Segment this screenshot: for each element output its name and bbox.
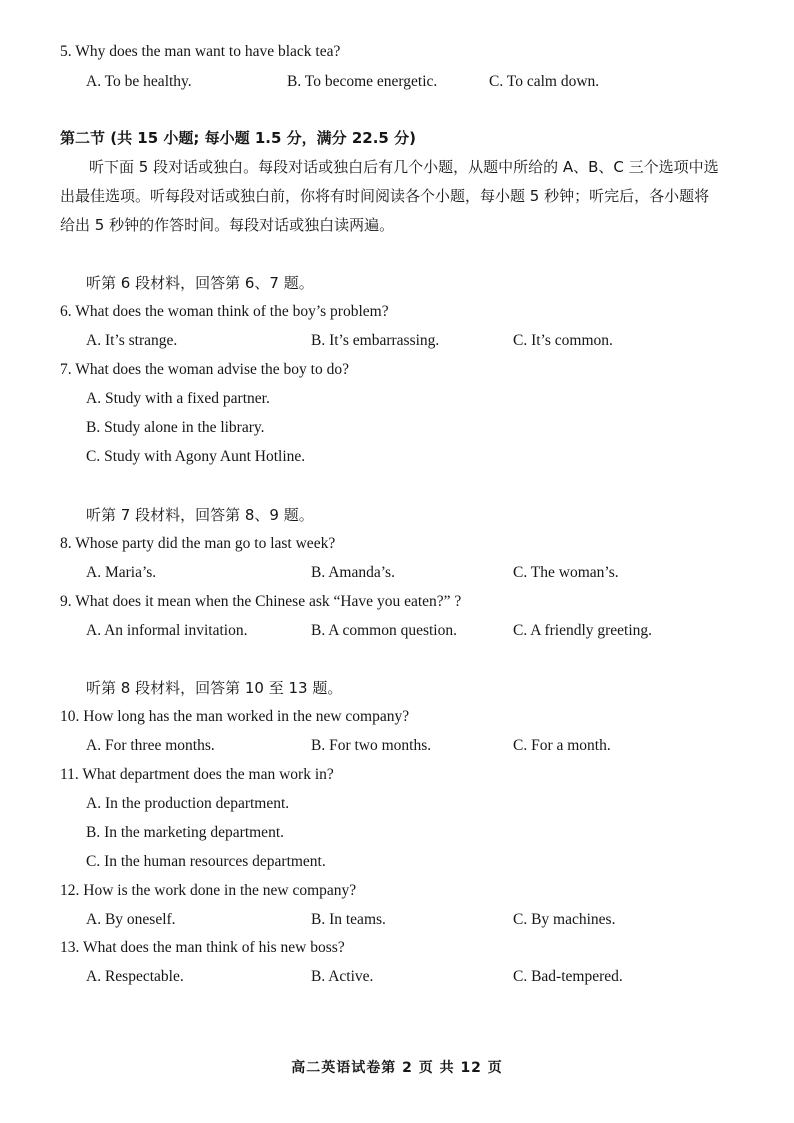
q7-option-a: A. Study with a fixed partner.	[86, 390, 270, 407]
q6-option-c: C. It’s common.	[513, 332, 613, 349]
q11-option-b: B. In the marketing department.	[86, 824, 284, 841]
q12-option-a: A. By oneself.	[86, 911, 176, 928]
question-12: 12. How is the work done in the new company?	[60, 882, 357, 899]
section-2-heading: 第二节 (共 15 小题; 每小题 1.5 分，满分 22.5 分)	[60, 129, 416, 147]
question-5: 5. Why does the man want to have black tea?	[60, 43, 341, 60]
q9-option-c: C. A friendly greeting.	[513, 622, 653, 639]
q11-option-a: A. In the production department.	[86, 795, 290, 812]
q8-option-a: A. Maria’s.	[86, 564, 157, 581]
q9-option-a: A. An informal invitation.	[86, 622, 248, 639]
q5-option-c: C. To calm down.	[489, 73, 600, 90]
q5-option-b: B. To become energetic.	[287, 73, 438, 90]
q7-option-c: C. Study with Agony Aunt Hotline.	[86, 448, 306, 465]
question-11: 11. What department does the man work in?	[60, 766, 334, 783]
q10-option-c: C. For a month.	[513, 737, 611, 754]
group-8-label: 听第 8 段材料，回答第 10 至 13 题。	[86, 679, 343, 697]
q13-option-b: B. Active.	[311, 968, 374, 985]
q9-option-b: B. A common question.	[311, 622, 457, 639]
q8-option-b: B. Amanda’s.	[311, 564, 395, 581]
q11-option-c: C. In the human resources department.	[86, 853, 326, 870]
group-6-label: 听第 6 段材料，回答第 6、7 题。	[86, 274, 314, 292]
q5-option-a: A. To be healthy.	[86, 73, 192, 90]
page-footer: 高二英语试卷第 2 页 共 12 页	[291, 1060, 503, 1076]
group-7-label: 听第 7 段材料，回答第 8、9 题。	[86, 506, 314, 524]
q6-option-a: A. It’s strange.	[86, 332, 178, 349]
question-8: 8. Whose party did the man go to last week?	[60, 535, 336, 552]
question-6: 6. What does the woman think of the boy’s problem?	[60, 303, 389, 320]
question-13: 13. What does the man think of his new boss?	[60, 939, 345, 956]
question-7: 7. What does the woman advise the boy to do?	[60, 361, 349, 378]
q8-option-c: C. The woman’s.	[513, 564, 619, 581]
q12-option-c: C. By machines.	[513, 911, 616, 928]
q13-option-c: C. Bad-tempered.	[513, 968, 623, 985]
question-10: 10. How long has the man worked in the new company?	[60, 708, 410, 725]
q13-option-a: A. Respectable.	[86, 968, 184, 985]
q6-option-b: B. It’s embarrassing.	[311, 332, 440, 349]
section-2-instructions: 听下面 5 段对话或独白。每段对话或独白后有几个小题，从题中所给的 A、B、C 三个选项中选出最佳选项。听每段对话或独白前，你将有时间阅读各个小题，每小题 5 秒钟；听完后，各小题将给出 5 秒钟的作答时间。每段对话或独白读两遍。	[60, 158, 719, 234]
q10-option-b: B. For two months.	[311, 737, 432, 754]
question-9: 9. What does it mean when the Chinese ask “Have you eaten?” ?	[60, 593, 462, 610]
q7-option-b: B. Study alone in the library.	[86, 419, 265, 436]
q12-option-b: B. In teams.	[311, 911, 386, 928]
q10-option-a: A. For three months.	[86, 737, 215, 754]
